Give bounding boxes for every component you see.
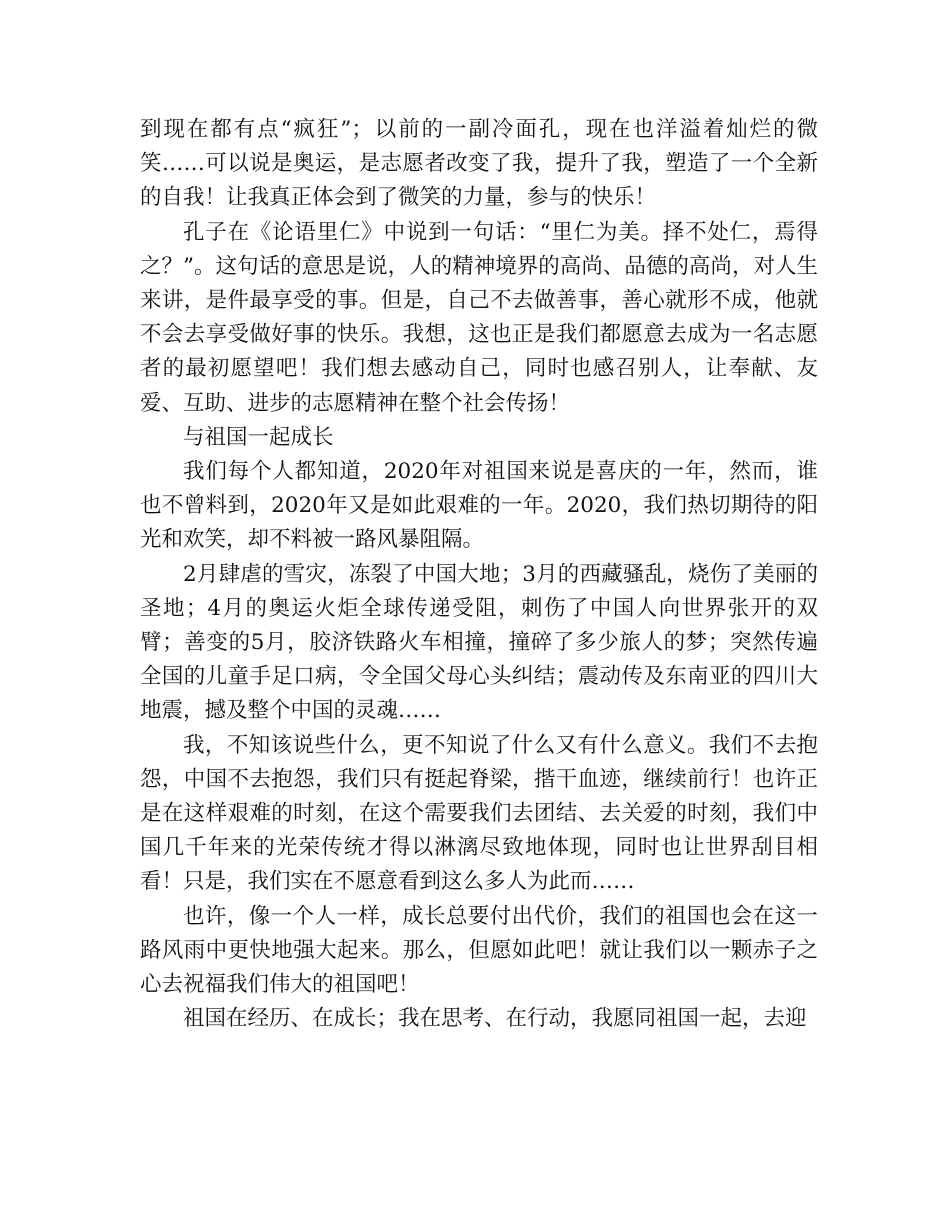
section-heading: 与祖国一起成长 — [183, 424, 334, 450]
paragraph-confucius: 孔子在《论语里仁》中说到一句话：“里仁为美。择不处仁，焉得之？”。这句话的意思是说，人的精神境界的高尚、品德的高尚，对人生来讲，是件最享受的事。但是，自己不去做善事，善心就形不成，他就不会去享受做好事的快乐。我想，这也正是我们都愿意去成为一名志愿者的最初愿望吧！我们想去感动自己，同时也感召别人，让奉献、友爱、互助、进步的志愿精神在整个社会传扬！ — [140, 219, 818, 416]
paragraph-2020: 我们每个人都知道，2020年对祖国来说是喜庆的一年，然而，谁也不曾料到，2020年又是如此艰难的一年。2020，我们热切期待的阳光和欢笑，却不料被一路风暴阻隔。 — [140, 459, 818, 553]
paragraph-growth: 也许，像一个人一样，成长总要付出代价，我们的祖国也会在这一路风雨中更快地强大起来。那么，但愿如此吧！就让我们以一颗赤子之心去祝福我们伟大的祖国吧！ — [140, 903, 818, 998]
paragraph-continued: 到现在都有点“疯狂”；以前的一副冷面孔，现在也洋溢着灿烂的微笑……可以说是奥运，是志愿者改变了我，提升了我，塑造了一个全新的自我！让我真正体会到了微笑的力量，参与的快乐！ — [140, 117, 818, 211]
paragraph-final: 祖国在经历、在成长；我在思考、在行动，我愿同祖国一起，去迎 — [183, 1006, 807, 1032]
paragraph-disasters: 2月肆虐的雪灾，冻裂了中国大地；3月的西藏骚乱，烧伤了美丽的圣地；4月的奥运火炬全球传递受阻，刺伤了中国人向世界张开的双臂；善变的5月，胶济铁路火车相撞，撞碎了多少旅人的梦；突然传遍全国的儿童手足口病，令全国父母心头纠结；震动传及东南亚的四川大地震，撼及整个中国的灵魂…… — [140, 561, 818, 724]
document-page — [140, 113, 818, 1036]
paragraph-resolve: 我，不知该说些什么，更不知说了什么又有什么意义。我们不去抱怨，中国不去抱怨，我们只有挺起脊梁，揩干血迹，继续前行！也许正是在这样艰难的时刻，在这个需要我们去团结、去关爱的时刻，我们中国几千年来的光荣传统才得以淋漓尽致地体现，同时也让世界刮目相看！只是，我们实在不愿意看到这么多人为此而…… — [140, 732, 818, 895]
